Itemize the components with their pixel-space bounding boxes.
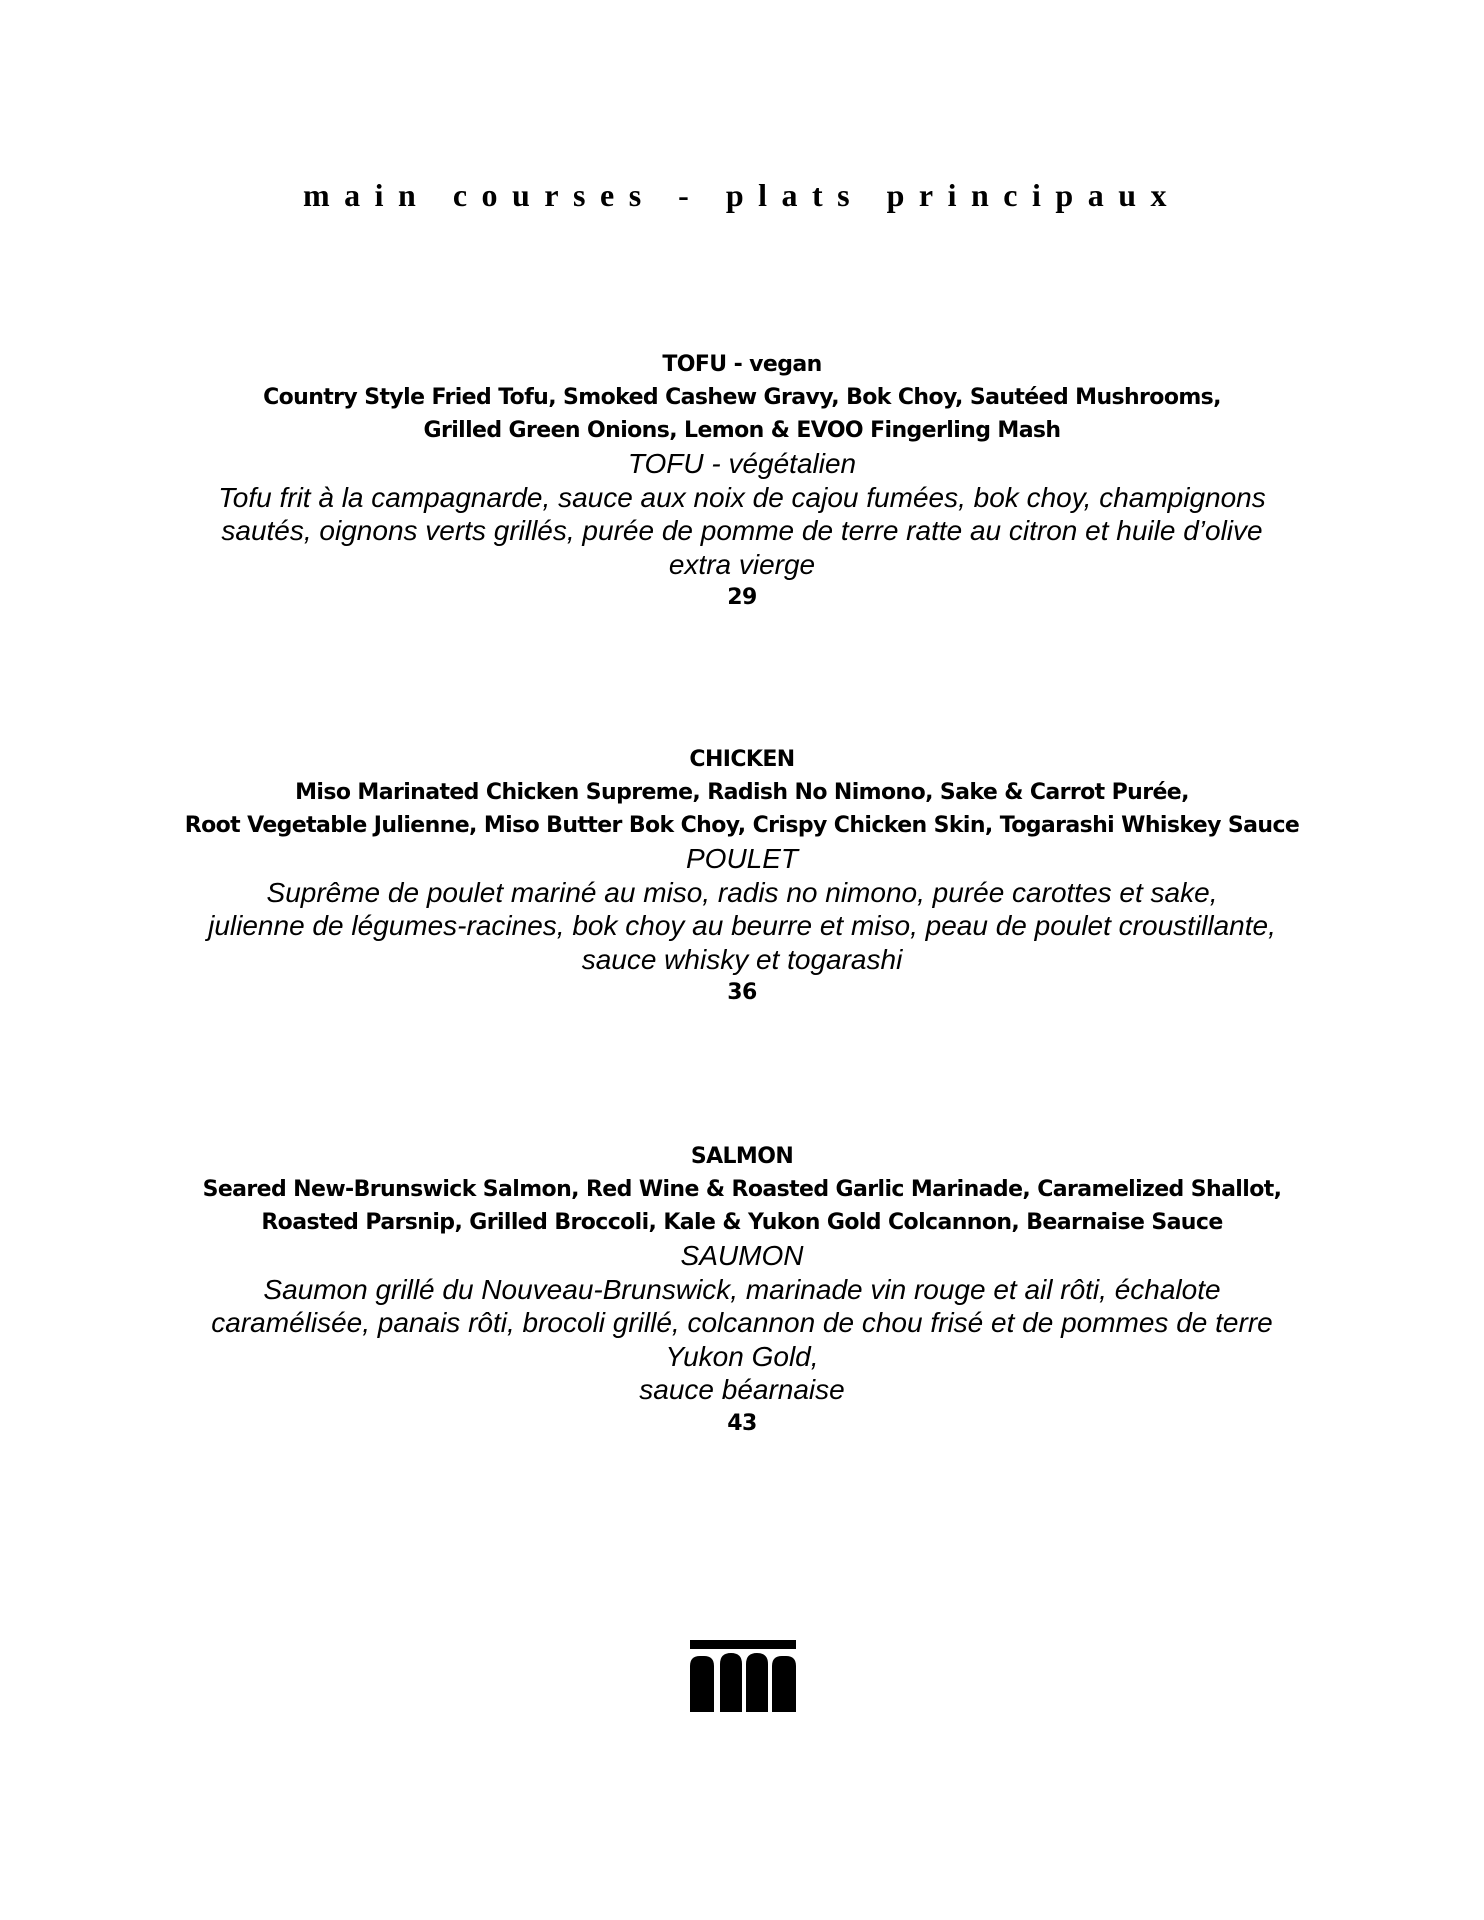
dish-price: 36	[727, 980, 757, 1005]
dish-name-french: TOFU - végétalien	[627, 448, 857, 479]
description-line: caramélisée, panais rôti, brocoli grillé, colcannon de chou frisé et de pommes de terre	[211, 1307, 1273, 1338]
description-line: sautés, oignons verts grillés, purée de pomme de terre ratte au citron et huile d’olive	[221, 515, 1263, 546]
dish-name-english: CHICKEN	[689, 747, 795, 772]
description-line: Tofu frit à la campagnarde, sauce aux noix de cajou fumées, bok choy, champignons	[218, 481, 1266, 513]
description-line: extra vierge	[668, 548, 816, 580]
description-line: Suprême de poulet mariné au miso, radis no nimono, purée carottes et sake,	[266, 876, 1218, 908]
description-line: Saumon grillé du Nouveau-Brunswick, marinade vin rouge et ail rôti, échalote	[263, 1273, 1221, 1305]
description-line: sauce béarnaise	[639, 1374, 845, 1405]
description-line: Roasted Parsnip, Grilled Broccoli, Kale & Yukon Gold Colcannon, Bearnaise Sauce	[261, 1210, 1223, 1235]
arch-bridge-logo-icon	[690, 1640, 796, 1712]
description-line: Grilled Green Onions, Lemon & EVOO Fingerling Mash	[423, 418, 1061, 443]
dish-price: 43	[727, 1410, 757, 1436]
dish-description-english	[140, 1173, 1344, 1239]
page-title: main courses - plats principaux	[303, 177, 1181, 213]
dish-name-french: POULET	[685, 843, 799, 874]
menu-item-chicken	[140, 743, 1344, 1009]
dish-description-french	[140, 876, 1344, 977]
description-line: Miso Marinated Chicken Supreme, Radish No Nimono, Sake & Carrot Purée,	[295, 780, 1189, 805]
description-line: Root Vegetable Julienne, Miso Butter Bok Choy, Crispy Chicken Skin, Togarashi Whiskey Sauce	[184, 813, 1300, 838]
menu-item-tofu	[140, 348, 1344, 614]
dish-name-english: TOFU - vegan	[662, 352, 822, 377]
description-line: sauce whisky et togarashi	[581, 943, 903, 975]
menu-item-salmon	[140, 1140, 1344, 1440]
dish-name-english: SALMON	[690, 1144, 794, 1169]
description-line: Country Style Fried Tofu, Smoked Cashew Gravy, Bok Choy, Sautéed Mushrooms,	[263, 385, 1221, 410]
dish-description-english	[140, 776, 1344, 842]
dish-description-french	[140, 481, 1344, 582]
dish-description-english	[140, 381, 1344, 447]
description-line: Yukon Gold,	[665, 1340, 819, 1372]
dish-price: 29	[727, 585, 757, 610]
dish-description-french	[140, 1273, 1344, 1407]
dish-name-french: SAUMON	[680, 1240, 804, 1271]
description-line: Seared New-Brunswick Salmon, Red Wine & Roasted Garlic Marinade, Caramelized Shallot,	[202, 1177, 1282, 1202]
description-line: julienne de légumes-racines, bok choy au beurre et miso, peau de poulet croustillante,	[208, 910, 1276, 941]
